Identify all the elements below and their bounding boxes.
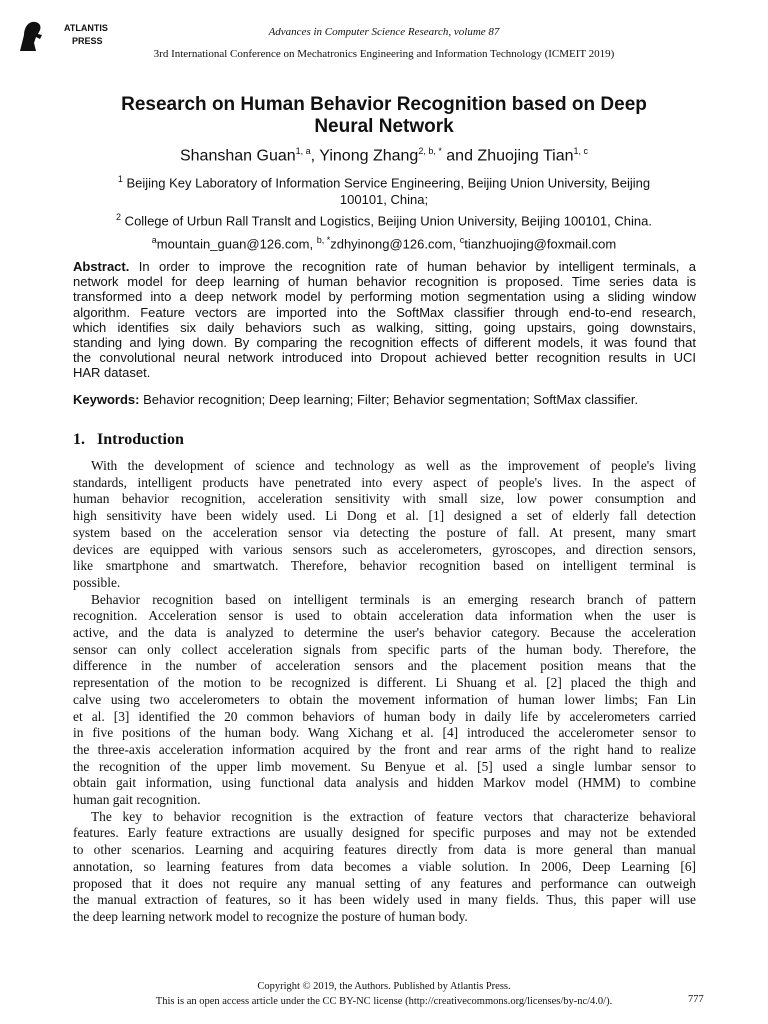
abstract-line (73, 305, 696, 320)
title-line: Neural Network (314, 116, 454, 137)
aff-sup: 1 (117, 174, 123, 184)
paragraph-line: active, and the data is analyzed to determine the user's behavior category. Because the acceleration (73, 625, 696, 641)
paragraph-line: like smartphone and smartwatch. Therefore, behavior recognition based on intelligent terminal is (73, 558, 696, 574)
paragraph-line: possible. (73, 574, 121, 590)
logo-line2: PRESS (72, 36, 103, 46)
paragraph-line: devices are equipped with various sensors such as accelerometers, gyroscopes, and direction sensors, (73, 541, 696, 557)
paragraph-line: annotation, so learning features from data becomes a viable solution. In 2006, Deep Learning [6] (73, 858, 696, 874)
author: Yinong Zhang (319, 147, 419, 165)
abstract-text: transformed into a deep network model by performing motion segmentation using a sliding window (73, 289, 696, 305)
abstract-line (73, 320, 696, 335)
paragraph-line: Behavior recognition based on intelligent terminals is an emerging research branch of pattern (91, 591, 696, 607)
abstract-label: Abstract. (73, 259, 130, 274)
abstract-text: algorithm. Feature vectors are imported into the SoftMax classifier through end-to-end research, (73, 304, 696, 320)
aff-text: College of Urbun Rall Translt and Logistics, Beijing Union University, Beijing 100101, China. (121, 213, 652, 229)
email-sup: a (151, 235, 157, 245)
license: This is an open access article under the CC BY-NC license (http://creativecommons.org/licenses/by-nc/4.0/). (155, 996, 613, 1007)
introduction-body (73, 458, 696, 926)
author-sup: 1, c (573, 146, 588, 156)
paragraph-line: the manual extraction of features, so it has been widely used in many fields. Thus, this paper will use (73, 892, 696, 908)
aff-sup: 2 (116, 212, 122, 222)
paragraph-line: The key to behavior recognition is the extraction of feature vectors that characterize behavioral (91, 808, 696, 824)
paragraph-line: the three-axis acceleration information acquired by the front and rear arms of the right hand to realize (73, 741, 696, 757)
paragraph-line: calve using two accelerometers to obtain the movement information of human lower limbs; Fan Lin (73, 691, 696, 707)
abstract-text: which identifies six daily behaviors such as walking, sitting, going upstairs, going downstairs, (73, 319, 696, 335)
copyright: Copyright © 2019, the Authors. Published by Atlantis Press. (257, 981, 511, 992)
email: tianzhuojing@foxmail.com (464, 236, 617, 252)
email: mountain_guan@126.com, (156, 236, 317, 252)
paragraph (73, 809, 696, 926)
abstract-text: network model for deep learning of human behavior recognition is proposed. Time series data is (73, 274, 696, 290)
logo-line1: ATLANTIS (64, 23, 108, 33)
author-sup: 2, b, * (418, 146, 442, 156)
paragraph-line: proposed that it does not require any manual setting of any features and performance can outweigh (73, 875, 696, 891)
journal-header: Advances in Computer Science Research, volume 87 (268, 26, 500, 38)
abstract-line (73, 335, 696, 350)
paragraph-line: system based on the acceleration sensor via detecting the posture of fall. At present, many smart (73, 524, 696, 540)
paragraph-line: recognition. Acceleration sensor is used to obtain acceleration data information when the user is (73, 608, 696, 624)
author-list (0, 146, 768, 165)
email: zdhyinong@126.com, (330, 236, 460, 252)
paragraph-line: standards, intelligent products have penetrated into every aspect of people's lives. In the aspect of (73, 474, 696, 490)
keywords-text: Behavior recognition; Deep learning; Filter; Behavior segmentation; SoftMax classifier. (139, 392, 639, 407)
paragraph-line: features. Early feature extractions are usually designed for specific purposes and may not be extended (73, 825, 696, 841)
abstract-line (73, 259, 696, 274)
page-number: 777 (688, 994, 704, 1005)
abstract (73, 259, 696, 381)
sep: , (310, 147, 320, 165)
aff-text: 100101, China; (339, 192, 429, 208)
author: Shanshan Guan (179, 147, 296, 165)
keywords-label: Keywords: (73, 392, 140, 407)
abstract-text: HAR dataset. (73, 365, 151, 381)
paragraph-line: to other scenarios. Learning and acquiring features directly from data is more general than manual (73, 842, 696, 858)
abstract-line (73, 350, 696, 365)
abstract-line (73, 289, 696, 304)
abstract-text: In order to improve the recognition rate of human behavior by intelligent terminals, a (129, 259, 696, 274)
sep: and (441, 147, 478, 165)
abstract-text: standing and lying down. By comparing the recognition effects of different models, it was found that (73, 335, 696, 351)
author-emails (90, 232, 678, 252)
keywords (73, 392, 696, 407)
affiliation-1 (90, 171, 678, 208)
abstract-line (73, 365, 696, 380)
author-sup: 1, a (295, 146, 311, 156)
aff-text: Beijing Key Laboratory of Information Service Engineering, Beijing Union University, Beijing (122, 175, 651, 191)
paper-title (80, 94, 688, 138)
paragraph (73, 592, 696, 809)
paragraph-line: the deep learning network model to recognize the posture of human body. (73, 908, 468, 924)
paragraph-line: difference in the number of acceleration sensors and the placement position means that the (73, 658, 696, 674)
conference-header: 3rd International Conference on Mechatronics Engineering and Information Technology (ICMEIT 2019) (153, 48, 615, 60)
paragraph-line: With the development of science and technology as well as the improvement of people's living (91, 458, 696, 473)
paragraph-line: human gait recognition. (73, 792, 201, 808)
paragraph-line: the recognition of the upper limb movement. Su Benyue et al. [5] used a single lumbar sensor to (73, 758, 696, 774)
paragraph (73, 458, 696, 592)
author: Zhuojing Tian (477, 147, 574, 165)
paragraph-line: high sensitivity have been widely used. Li Dong et al. [1] designed a set of elderly fall detection (73, 508, 696, 524)
paragraph-line: obtain gait information, using functional data analysis and hidden Markov model (HMM) to combine (73, 775, 696, 791)
email-sup: c (459, 235, 465, 245)
abstract-line (73, 274, 696, 289)
title-line: Research on Human Behavior Recognition based on Deep (121, 94, 647, 115)
paragraph-line: representation of the motion to be recognized is different. Li Shuang et al. [2] placed the thigh and (73, 675, 696, 691)
paragraph-line: in five positions of the human body. Wang Xichang et al. [4] introduced the accelerometer sensor to (73, 725, 696, 741)
abstract-text: the convolutional neural network introduced into Dropout achieved better recognition results in UCI (73, 350, 696, 366)
email-sup: b, * (316, 235, 331, 245)
section-heading: 1. Introduction (73, 431, 184, 448)
paragraph-line: human behavior recognition, acceleration sensitivity with small size, low power consumption and (73, 491, 696, 507)
paragraph-line: sensor can only collect acceleration signals from specific parts of the human body. Therefore, the (73, 641, 696, 657)
paragraph-line: et al. [3] identified the 20 common behaviors of human body in daily life by accelerometers carried (73, 708, 696, 724)
affiliation-2 (90, 209, 678, 229)
